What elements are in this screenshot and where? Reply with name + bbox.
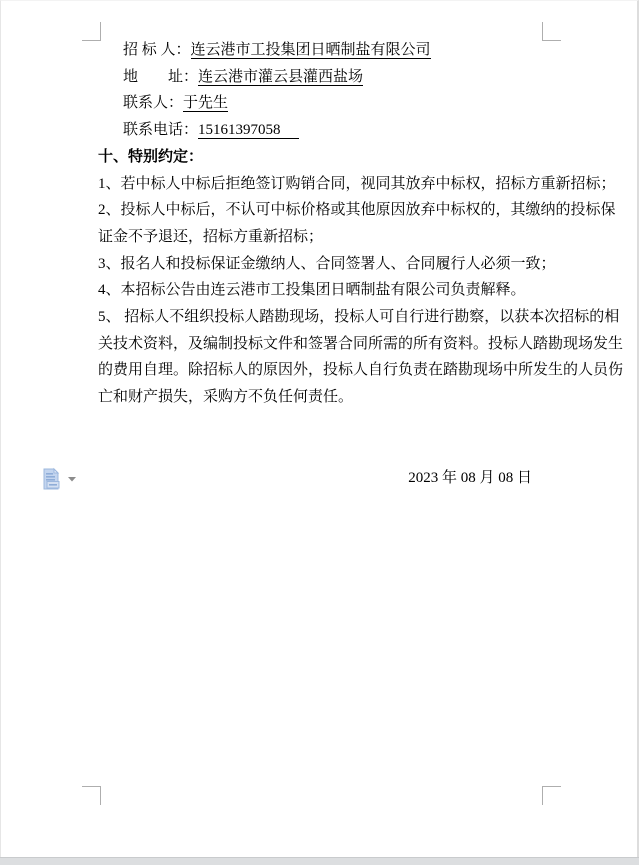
field-label: 联系电话： [123, 122, 199, 139]
clause-line: 1、若中标人中标后拒绝签订购销合同，视同其放弃中标权，招标方重新招标； [98, 175, 616, 192]
dropdown-arrow-icon [68, 477, 76, 482]
clause-line: 2、投标人中标后，不认可中标价格或其他原因放弃中标权的，其缴纳的投标保 [98, 202, 616, 219]
clause-line: 关技术资料，及编制投标文件和签署合同所需的所有资料。投标人踏勘现场发生 [98, 335, 624, 352]
field-value: 连云港市工投集团日晒制盐有限公司 [190, 42, 431, 58]
clause-line: 5、 招标人不组织投标人踏勘现场，投标人可自行进行勘察，以获本次招标的相 [98, 309, 620, 326]
clause-line: 亡和财产损失，采购方不负任何责任。 [98, 389, 354, 406]
field-label: 招 标 人： [123, 42, 191, 58]
field-value: 于先生 [183, 95, 229, 112]
crop-mark-top-right [542, 22, 561, 41]
field-label: 联系人： [123, 95, 184, 112]
section-heading: 十、特别约定： [98, 148, 204, 165]
crop-mark-bottom-left [82, 786, 101, 805]
field-row-contact [98, 90, 544, 117]
clause-line: 证金不予退还，招标方重新招标； [98, 228, 324, 245]
document-date: 2023 年 08 月 08 日 [408, 470, 532, 486]
paste-options-button[interactable] [42, 467, 78, 493]
clause-line: 的费用自理。除招标人的原因外，投标人自行负责在踏勘现场中所发生的人员伤 [98, 362, 624, 379]
field-label: 地 址： [123, 68, 199, 85]
document-body [98, 37, 624, 411]
crop-mark-bottom-right [542, 786, 561, 805]
field-row-address [98, 64, 544, 91]
workspace-background [0, 857, 639, 865]
field-value: 15161397058 [198, 122, 300, 139]
field-row-bidder [98, 37, 544, 64]
field-value: 连云港市灌云县灌西盐场 [198, 68, 364, 85]
clause-line: 3、报名人和投标保证金缴纳人、合同签署人、合同履行人必须一致； [98, 255, 556, 272]
clause-line: 4、本招标公告由连云港市工投集团日晒制盐有限公司负责解释。 [98, 282, 526, 299]
field-row-phone [98, 117, 544, 144]
paste-options-icon [44, 469, 59, 489]
